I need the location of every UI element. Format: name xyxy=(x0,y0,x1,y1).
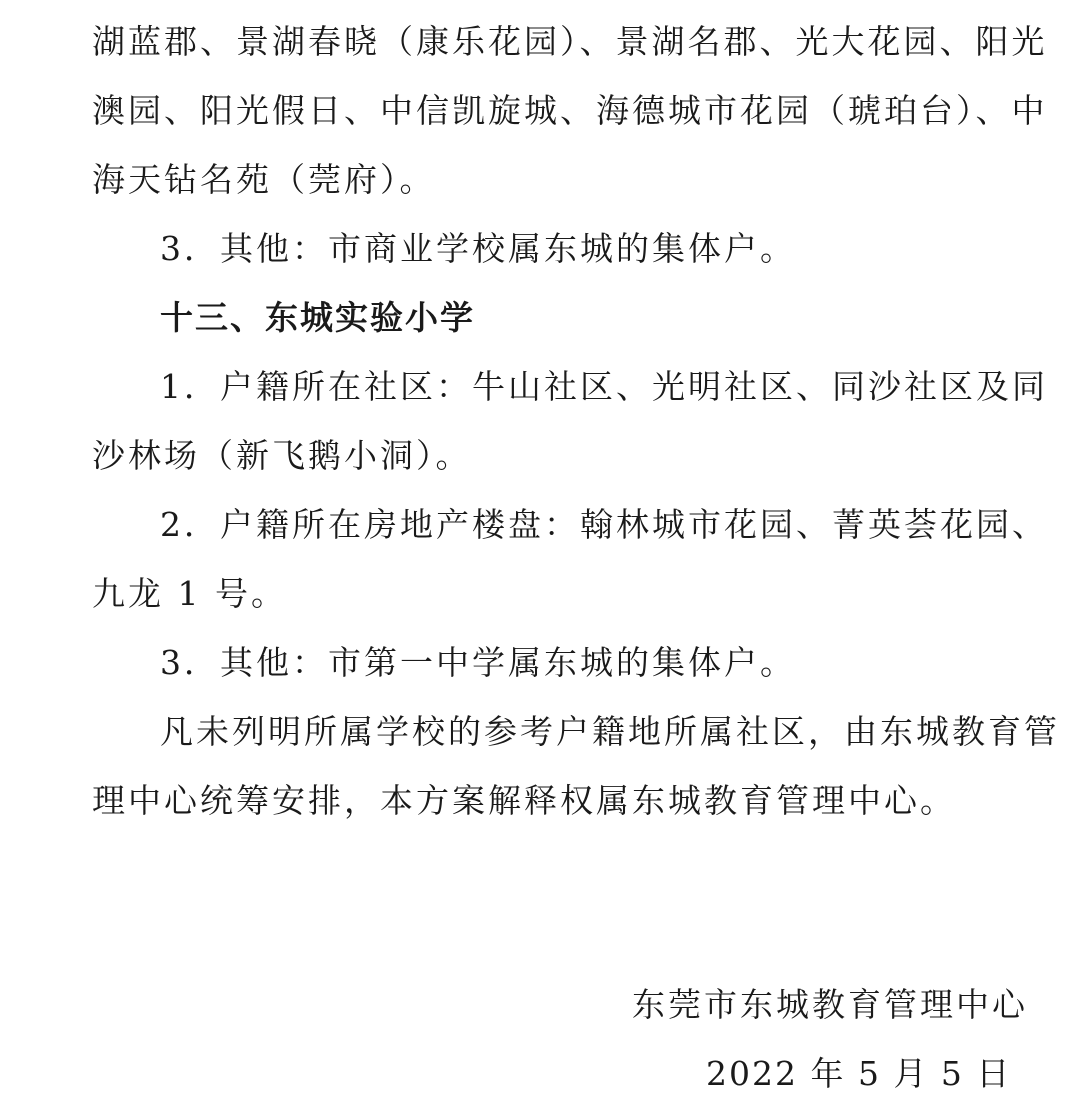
signature-organization: 东莞市东城教育管理中心 xyxy=(632,985,1028,1024)
list-item-community: 1．户籍所在社区：牛山社区、光明社区、同沙社区及同 xyxy=(160,367,1048,406)
list-item-real-estate-cont: 九龙 1 号。 xyxy=(92,574,287,613)
closing-paragraph: 凡未列明所属学校的参考户籍地所属社区，由东城教育管 xyxy=(160,712,1060,751)
list-item-community-cont: 沙林场（新飞鹅小洞）。 xyxy=(92,436,472,475)
section-heading: 十三、东城实验小学 xyxy=(160,298,475,337)
paragraph-line: 澳园、阳光假日、中信凯旋城、海德城市花园（琥珀台）、中 xyxy=(92,91,1048,130)
list-item-other: 3．其他：市第一中学属东城的集体户。 xyxy=(160,643,796,682)
list-item-real-estate: 2．户籍所在房地产楼盘：翰林城市花园、菁英荟花园、 xyxy=(160,505,1048,544)
list-item-other-prev: 3．其他：市商业学校属东城的集体户。 xyxy=(160,229,796,268)
signature-date: 2022 年 5 月 5 日 xyxy=(706,1054,1012,1093)
closing-paragraph-cont: 理中心统筹安排，本方案解释权属东城教育管理中心。 xyxy=(92,781,956,820)
paragraph-line: 湖蓝郡、景湖春晓（康乐花园）、景湖名郡、光大花园、阳光 xyxy=(92,22,1048,61)
paragraph-line: 海天钻名苑（莞府）。 xyxy=(92,160,436,199)
